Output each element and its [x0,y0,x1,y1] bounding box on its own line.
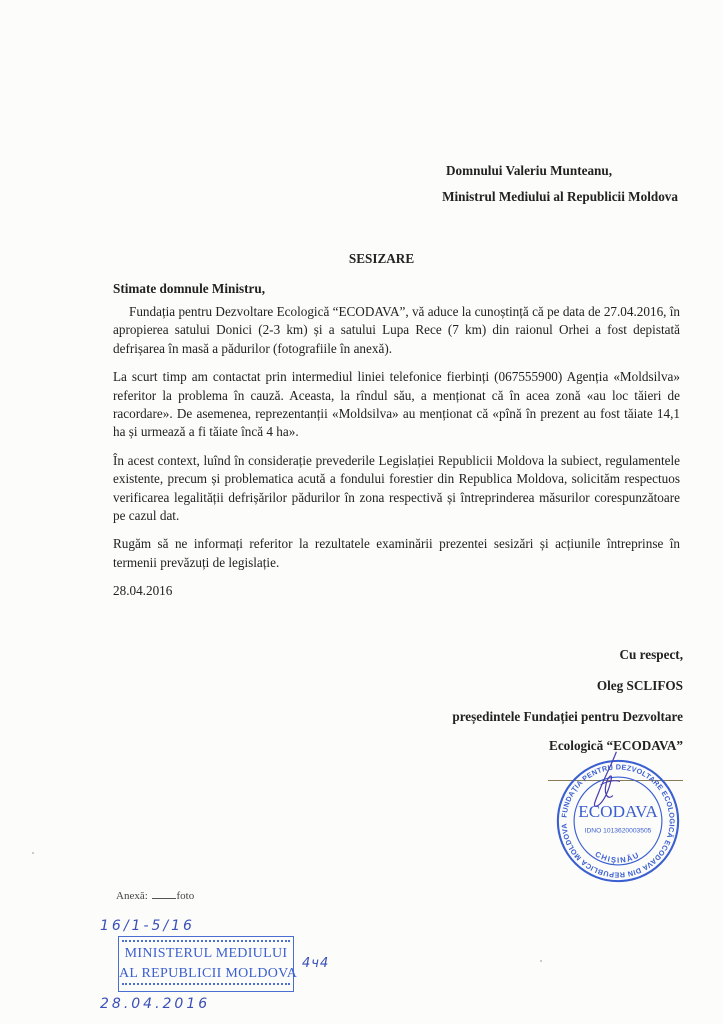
svg-text:CHIȘINĂU [593,850,641,865]
handwritten-registration-number: 16/1-5/16 [100,918,195,934]
stamp-idno: IDNO 1013620003505 [584,827,652,835]
paragraph-2: La scurt timp am contactat prin intermediul liniei telefonice fierbinți (067555900) Agenția «Moldsilva» referitor la problema în cauză. Aceasta, la rîndul său, a menționat că în acea zonă «au loc tăieri de racordare». De asemenea, reprezentanții «Moldsilva» au menționat că «pînă în prezent au fost tăiate 14,1 ha și urmează a fi tăiate încă 4 ha». [113,369,680,440]
registration-block [96,918,426,1018]
stamp-border-top [122,940,290,945]
closing: Cu respect, [619,647,683,662]
handwritten-registration-date: 28.04.2016 [100,996,211,1012]
ministry-registration-stamp [118,936,298,992]
paragraph-4: Rugăm să ne informați referitor la rezultatele examinării prezentei sesizări și acțiunile întreprinse în termenii prevăzuți de legislație. [113,536,680,570]
signatory-organization: Ecologică “ECODAVA” [549,738,683,753]
annex-line [116,890,194,902]
handwritten-note: 4ч4 [302,956,330,971]
annex-value: foto [176,890,195,902]
salutation: Stimate domnule Ministru, [113,281,266,296]
annex-blank [152,898,176,899]
stamp-line-1: MINISTERUL MEDIULUI [124,946,288,961]
addressee-position: Ministrul Mediului al Republicii Moldova [442,189,678,204]
annex-label: Anexă: [116,890,148,902]
letter-body [113,303,680,601]
stamp-line-2: AL REPUBLICII MOLDOVA [119,966,298,981]
document-title: SESIZARE [348,251,415,266]
stamp-center-text: ECODAVA [578,802,658,822]
letter-date: 28.04.2016 [113,583,173,599]
paragraph-3: În acest context, luînd în considerație prevederile Legislației Republicii Moldova la subiect, regulamentele existente, precum și problematica acută a fondului forestier din Republica Moldova, solicităm respectuos verificarea legalității defrișărilor pădurilor în zona respectivă și întreprinderea măsurilor corespunzătoare pe cazul dat. [113,452,680,524]
handwritten-signature [565,750,645,820]
signatory-title: președintele Fundației pentru Dezvoltare [452,709,683,724]
paragraph-1: Fundația pentru Dezvoltare Ecologică “ECODAVA”, vă aduce la cunoștință că pe data de 27.04.2016, în apropierea satului Donici (2-3 km) și a satului Lupa Rece (7 km) din raionul Orhei a fost depistată defrișarea în masă a pădurilor (fotografiile în anexă). [113,304,681,356]
scan-speck [540,960,542,962]
signatory-name: Oleg SCLIFOS [596,678,683,693]
scan-speck [32,852,34,854]
stamp-outer-text: FUNDAȚIA PENTRU DEZVOLTARE ECOLOGICĂ ECODAVA DIN REPUBLICA MOLDOVA [559,762,677,880]
stamp-city: CHIȘINĂU [593,849,642,865]
stamp-border-bottom [122,983,290,988]
addressee-name: Domnului Valeriu Munteanu, [446,163,612,178]
